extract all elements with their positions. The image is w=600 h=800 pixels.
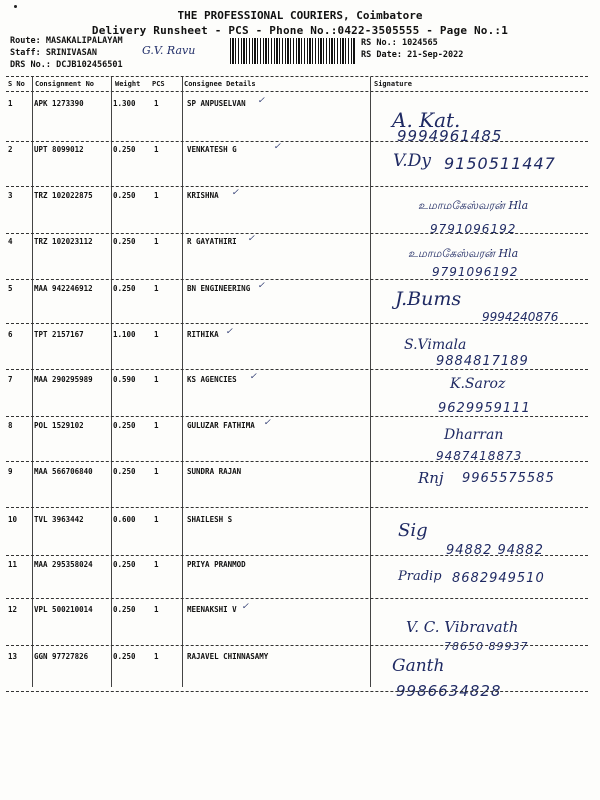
route-label: Route:: [10, 36, 41, 46]
header-bottom-rule: [6, 91, 588, 92]
signature-phone: 9986634828: [396, 682, 502, 700]
row-pcs: 1: [154, 375, 159, 384]
rs-date-line: [361, 50, 463, 60]
row-separator: [6, 555, 588, 556]
row-consignment: MAA 295358024: [34, 560, 93, 569]
drs-value: DCJB102456501: [56, 60, 123, 70]
table-row: [0, 280, 600, 304]
table-row: [0, 95, 600, 119]
signature-name: Ganth: [392, 656, 445, 676]
row-consignment: TRZ 102023112: [34, 237, 93, 246]
signature-phone: 9994240876: [482, 310, 559, 324]
row-sno: 12: [8, 605, 18, 614]
row-consignment: APK 1273390: [34, 99, 84, 108]
row-sno: 11: [8, 560, 18, 569]
signature-phone: 94882 94882: [446, 543, 544, 558]
row-pcs: 1: [154, 191, 159, 200]
staff-value: SRINIVASAN: [45, 48, 98, 58]
row-consignee: RITHIKA: [187, 330, 219, 339]
scan-speck: [14, 5, 17, 8]
row-consignment: VPL 500210014: [34, 605, 93, 614]
check-mark-icon: ✓: [242, 601, 249, 612]
signature-name: Rnj: [418, 469, 444, 487]
table-row: [0, 417, 600, 441]
column-header-signature: Signature: [374, 80, 412, 88]
check-mark-icon: ✓: [248, 233, 255, 244]
drs-label: DRS No.:: [10, 60, 51, 70]
staff-handwritten-note: G.V. Ravu: [142, 44, 196, 57]
column-header-sno: S No: [8, 80, 25, 88]
row-weight: 1.300: [113, 99, 136, 108]
signature-name: A. Kat.: [392, 108, 461, 132]
table-row: [0, 515, 600, 535]
table-row: [0, 326, 600, 353]
row-pcs: 1: [154, 284, 159, 293]
rs-no-value: 1024565: [401, 38, 438, 48]
row-separator: [6, 507, 588, 508]
check-mark-icon: ✓: [258, 280, 265, 291]
signature-phone: 9150511447: [444, 154, 556, 173]
row-consignment: TPT 2157167: [34, 330, 84, 339]
row-weight: 0.250: [113, 467, 136, 476]
row-consignment: UPT 8099012: [34, 145, 84, 154]
row-separator: [6, 323, 588, 324]
signature-name: J.Bums: [395, 288, 462, 310]
row-weight: 0.250: [113, 237, 136, 246]
row-sno: 2: [8, 145, 13, 154]
rs-date-label: RS Date:: [361, 50, 402, 60]
row-sno: 7: [8, 375, 13, 384]
signature-name: Sig: [398, 520, 428, 541]
row-consignee: SP ANPUSELVAN: [187, 99, 246, 108]
row-separator: [6, 233, 588, 234]
row-pcs: 1: [154, 330, 159, 339]
row-consignment: MAA 942246912: [34, 284, 93, 293]
check-mark-icon: ✓: [264, 417, 271, 428]
row-consignment: MAA 566706840: [34, 467, 93, 476]
row-separator: [6, 186, 588, 187]
row-separator: [6, 416, 588, 417]
row-separator: [6, 461, 588, 462]
staff-line: [10, 48, 97, 58]
column-header-consignee: Consignee Details: [184, 80, 256, 88]
row-consignee: R GAYATHIRI: [187, 237, 237, 246]
row-consignment: MAA 290295989: [34, 375, 93, 384]
row-separator: [6, 645, 588, 646]
row-weight: 0.250: [113, 421, 136, 430]
document-title: THE PROFESSIONAL COURIERS, Coimbatore: [177, 9, 423, 22]
signature-phone: 9884817189: [436, 354, 529, 369]
row-pcs: 1: [154, 467, 159, 476]
signature-name: Dharran: [444, 427, 504, 443]
row-consignee: KRISHNA: [187, 191, 219, 200]
row-sno: 4: [8, 237, 13, 246]
signature-name: உமாமகேஸ்வரன் Hla: [408, 247, 519, 260]
row-consignee: MEENAKSHI V: [187, 605, 237, 614]
row-sno: 13: [8, 652, 18, 661]
check-mark-icon: ✓: [226, 326, 233, 337]
row-consignment: TVL 3963442: [34, 515, 84, 524]
drs-line: [10, 60, 123, 70]
signature-phone: 9487418873: [436, 449, 523, 463]
row-consignee: SUNDRA RAJAN: [187, 467, 242, 476]
column-header-weight: Weight: [115, 80, 141, 88]
row-sno: 10: [8, 515, 18, 524]
signature-phone: 78650 89937: [444, 640, 529, 653]
row-sno: 3: [8, 191, 13, 200]
row-sno: 8: [8, 421, 13, 430]
row-weight: 0.250: [113, 284, 136, 293]
barcode: [230, 38, 355, 64]
row-weight: 0.250: [113, 191, 136, 200]
check-mark-icon: ✓: [274, 141, 281, 152]
row-consignee: RAJAVEL CHINNASAMY: [187, 652, 269, 661]
rs-date-value: 21-Sep-2022: [407, 50, 464, 60]
row-weight: 0.600: [113, 515, 136, 524]
row-weight: 0.250: [113, 605, 136, 614]
row-consignee: SHAILESH S: [187, 515, 233, 524]
signature-phone: 9965575585: [462, 471, 555, 486]
row-pcs: 1: [154, 515, 159, 524]
check-mark-icon: ✓: [250, 371, 257, 382]
row-weight: 1.100: [113, 330, 136, 339]
row-consignment: TRZ 102022875: [34, 191, 93, 200]
row-weight: 0.250: [113, 145, 136, 154]
row-pcs: 1: [154, 145, 159, 154]
row-separator: [6, 279, 588, 280]
signature-name: V. C. Vibravath: [406, 618, 519, 636]
row-pcs: 1: [154, 99, 159, 108]
row-consignment: POL 1529102: [34, 421, 84, 430]
row-sno: 9: [8, 467, 13, 476]
row-separator: [6, 141, 588, 142]
signature-phone: 9791096192: [432, 265, 519, 279]
row-pcs: 1: [154, 421, 159, 430]
row-sno: 1: [8, 99, 13, 108]
signature-name: K.Saroz: [450, 376, 506, 392]
row-pcs: 1: [154, 605, 159, 614]
rs-no-line: [361, 38, 438, 48]
column-header-consignment: Consignment No: [35, 80, 95, 88]
header-top-rule: [6, 76, 588, 77]
row-consignee: BN ENGINEERING: [187, 284, 251, 293]
row-pcs: 1: [154, 237, 159, 246]
rs-no-label: RS No.:: [361, 38, 397, 48]
signature-phone: 9994961485: [397, 127, 503, 145]
route-value: MASAKALIPALAYAM: [45, 36, 123, 46]
row-pcs: 1: [154, 560, 159, 569]
row-sno: 5: [8, 284, 13, 293]
route-line: [10, 36, 123, 46]
table-row: [0, 371, 600, 395]
signature-phone: 9629959111: [438, 401, 531, 416]
row-weight: 0.590: [113, 375, 136, 384]
runsheet-subtitle: Delivery Runsheet - PCS - Phone No.:0422-3505555 - Page No.:1: [91, 24, 509, 37]
signature-name: உமாமகேஸ்வரன் Hla: [418, 199, 529, 212]
row-consignee: KS AGENCIES: [187, 375, 237, 384]
check-mark-icon: ✓: [232, 187, 239, 198]
row-separator: [6, 691, 588, 692]
row-weight: 0.250: [113, 652, 136, 661]
row-consignee: VENKATESH G: [187, 145, 237, 154]
row-separator: [6, 369, 588, 370]
row-weight: 0.250: [113, 560, 136, 569]
table-row: [0, 652, 600, 672]
column-header-pcs: PCS: [152, 80, 165, 88]
row-consignee: PRIYA PRANMOD: [187, 560, 246, 569]
row-pcs: 1: [154, 652, 159, 661]
signature-name: Pradip: [398, 569, 442, 584]
signature-phone: 8682949510: [452, 571, 545, 586]
staff-label: Staff:: [10, 48, 41, 58]
signature-name: V.Dy: [393, 151, 431, 171]
signature-name: S.Vimala: [404, 337, 467, 353]
row-consignee: GULUZAR FATHIMA: [187, 421, 255, 430]
check-mark-icon: ✓: [258, 95, 265, 106]
row-consignment: GGN 97727826: [34, 652, 89, 661]
signature-phone: 9791096192: [430, 222, 517, 236]
row-separator: [6, 598, 588, 599]
row-sno: 6: [8, 330, 13, 339]
